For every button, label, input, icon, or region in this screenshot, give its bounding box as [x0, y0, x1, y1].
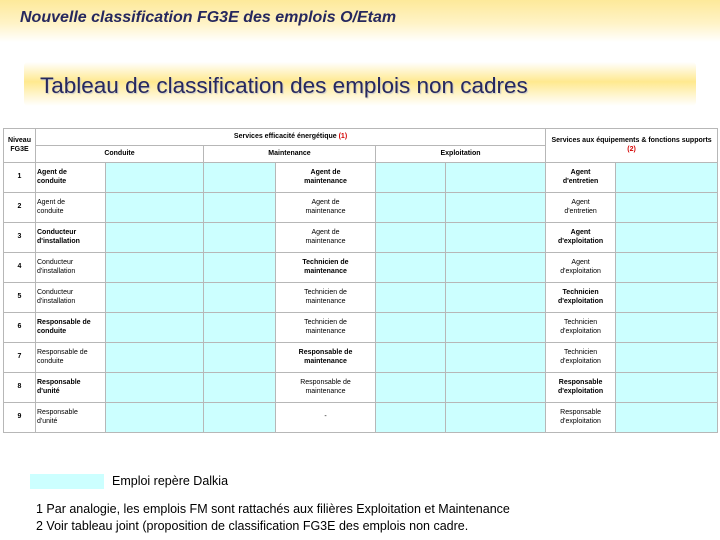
cell-line: Responsable [560, 409, 602, 417]
exploitation-highlight-left-cell [446, 193, 546, 223]
maintenance-highlight-right-cell [376, 193, 446, 223]
cell-line: maintenance [305, 387, 346, 395]
conduite-cell [36, 193, 106, 223]
conduite-highlight-cell [106, 223, 204, 253]
maintenance-highlight-left-cell [204, 193, 276, 223]
table-row [4, 373, 718, 403]
level-cell: 9 [4, 403, 36, 433]
maintenance-highlight-right-cell [376, 403, 446, 433]
conduite-highlight-cell [106, 193, 204, 223]
footnote-2: 2 Voir tableau joint (proposition de classification FG3E des emplois non cadre. [36, 519, 469, 533]
conduite-highlight-cell [106, 313, 204, 343]
maintenance-highlight-left-cell [204, 343, 276, 373]
conduite-cell [36, 403, 106, 433]
maintenance-highlight-left-cell [204, 313, 276, 343]
maintenance-highlight-left-cell [204, 253, 276, 283]
maintenance-cell [276, 313, 376, 343]
maintenance-cell [276, 373, 376, 403]
conduite-highlight-cell [106, 163, 204, 193]
legend-swatch [30, 474, 104, 489]
maintenance-highlight-right-cell [376, 283, 446, 313]
exploitation-header: Exploitation [376, 146, 546, 163]
cell-line: Responsable de [37, 319, 91, 327]
conduite-cell [36, 163, 106, 193]
exploitation-cell [546, 193, 616, 223]
cell-line: Technicien de [302, 259, 349, 267]
cell-line: d'exploitation [557, 387, 604, 395]
table-row [4, 403, 718, 433]
cell-line: maintenance [305, 327, 346, 335]
exploitation-highlight-right-cell [616, 223, 718, 253]
exploitation-highlight-right-cell [616, 373, 718, 403]
conduite-highlight-cell [106, 343, 204, 373]
cell-line: d'exploitation [560, 417, 601, 425]
table-row [4, 193, 718, 223]
cell-line: Conducteur [37, 229, 77, 237]
maintenance-highlight-right-cell [376, 373, 446, 403]
exploitation-cell [546, 253, 616, 283]
exploitation-highlight-left-cell [446, 373, 546, 403]
maintenance-highlight-right-cell [376, 163, 446, 193]
cell-line: Conducteur [37, 289, 74, 297]
conduite-highlight-cell [106, 373, 204, 403]
cell-line: Technicien [562, 289, 599, 297]
cell-line: d'unité [37, 417, 58, 425]
exploitation-highlight-left-cell [446, 313, 546, 343]
classification-table [3, 128, 718, 433]
level-cell: 5 [4, 283, 36, 313]
conduite-highlight-cell [106, 283, 204, 313]
niveau-header: Niveau FG3E [4, 129, 36, 163]
maintenance-highlight-right-cell [376, 223, 446, 253]
level-cell: 8 [4, 373, 36, 403]
table-row [4, 253, 718, 283]
cell-line: maintenance [304, 357, 347, 365]
exploitation-highlight-right-cell [616, 193, 718, 223]
cell-line: maintenance [305, 207, 346, 215]
cell-line: Agent [570, 229, 591, 237]
level-cell: 1 [4, 163, 36, 193]
cell-line: Agent de [37, 199, 66, 207]
exploitation-highlight-left-cell [446, 253, 546, 283]
cell-line: Agent de [311, 229, 340, 237]
cell-line: maintenance [305, 297, 346, 305]
cell-line: Agent [571, 199, 590, 207]
maintenance-cell [276, 193, 376, 223]
cell-line: d'installation [37, 237, 80, 245]
table-row [4, 223, 718, 253]
cell-line: maintenance [304, 267, 347, 275]
exploitation-highlight-left-cell [446, 163, 546, 193]
level-cell: 3 [4, 223, 36, 253]
cell-line: d'entretien [562, 177, 599, 185]
exploitation-cell [546, 283, 616, 313]
level-cell: 2 [4, 193, 36, 223]
exploitation-cell [546, 343, 616, 373]
conduite-header: Conduite [36, 146, 204, 163]
cell-line: Agent [570, 169, 591, 177]
table-row [4, 283, 718, 313]
exploitation-highlight-left-cell [446, 403, 546, 433]
conduite-cell [36, 253, 106, 283]
exploitation-highlight-right-cell [616, 313, 718, 343]
maintenance-cell [276, 403, 376, 433]
cell-line: Technicien [564, 349, 598, 357]
cell-line: Agent de [37, 169, 67, 177]
conduite-highlight-cell [106, 253, 204, 283]
exploitation-highlight-right-cell [616, 283, 718, 313]
cell-line: Responsable [37, 379, 81, 387]
exploitation-highlight-left-cell [446, 343, 546, 373]
maintenance-highlight-left-cell [204, 403, 276, 433]
exploitation-cell [546, 223, 616, 253]
maintenance-highlight-right-cell [376, 313, 446, 343]
header-row-groups [4, 129, 718, 146]
cell-line: conduite [37, 177, 67, 185]
cell-line: Responsable [37, 409, 78, 417]
level-cell: 4 [4, 253, 36, 283]
exploitation-highlight-right-cell [616, 253, 718, 283]
cell-line: d'exploitation [560, 327, 601, 335]
exploitation-highlight-left-cell [446, 223, 546, 253]
cell-line: Technicien de [304, 289, 347, 297]
cell-line: Conducteur [37, 259, 74, 267]
exploitation-cell [546, 403, 616, 433]
main-title: Tableau de classification des emplois non cadres [40, 73, 528, 98]
cell-line: conduite [37, 357, 64, 365]
maintenance-highlight-left-cell [204, 373, 276, 403]
conduite-cell [36, 343, 106, 373]
exploitation-cell [546, 313, 616, 343]
conduite-highlight-cell [106, 403, 204, 433]
exploitation-highlight-right-cell [616, 163, 718, 193]
conduite-cell [36, 223, 106, 253]
cell-line: d'exploitation [557, 237, 604, 245]
exploitation-cell [546, 373, 616, 403]
cell-line: Technicien [564, 319, 598, 327]
exploitation-highlight-left-cell [446, 283, 546, 313]
maintenance-cell [276, 223, 376, 253]
cell-line: conduite [37, 207, 64, 215]
services-group-header: Services efficacité énergétique (1) [36, 129, 546, 146]
conduite-cell [36, 313, 106, 343]
cell-line: d'exploitation [560, 357, 601, 365]
cell-line: maintenance [305, 237, 346, 245]
cell-line: maintenance [304, 177, 347, 185]
maintenance-highlight-right-cell [376, 253, 446, 283]
conduite-cell [36, 373, 106, 403]
page-header-title: Nouvelle classification FG3E des emplois O/Etam [20, 9, 397, 26]
maintenance-highlight-left-cell [204, 223, 276, 253]
footnote-1: 1 Par analogie, les emplois FM sont rattachés aux filières Exploitation et Maintenance [36, 502, 510, 516]
cell-line: Responsable de [298, 349, 353, 357]
cell-line: d'exploitation [560, 267, 601, 275]
legend-label: Emploi repère Dalkia [112, 474, 229, 488]
table-row [4, 313, 718, 343]
maintenance-cell [276, 163, 376, 193]
equip-group-header: Services aux équipements & fonctions supports (2) [546, 129, 718, 163]
exploitation-cell [546, 163, 616, 193]
cell-line: Technicien de [304, 319, 347, 327]
cell-line: Responsable [558, 379, 603, 387]
cell-line: d'exploitation [557, 297, 604, 305]
maintenance-highlight-left-cell [204, 283, 276, 313]
maintenance-highlight-left-cell [204, 163, 276, 193]
cell-line: Agent de [310, 169, 341, 177]
level-cell: 7 [4, 343, 36, 373]
cell-line: - [324, 413, 327, 421]
table-row [4, 343, 718, 373]
maintenance-header: Maintenance [204, 146, 376, 163]
cell-line: d'entretien [564, 207, 597, 215]
maintenance-cell [276, 343, 376, 373]
conduite-cell [36, 283, 106, 313]
maintenance-highlight-right-cell [376, 343, 446, 373]
maintenance-cell [276, 283, 376, 313]
cell-line: Agent [571, 259, 590, 267]
table-row [4, 163, 718, 193]
table-body [4, 129, 718, 433]
cell-line: d'installation [37, 267, 76, 275]
maintenance-cell [276, 253, 376, 283]
exploitation-highlight-right-cell [616, 403, 718, 433]
cell-line: Agent de [311, 199, 340, 207]
cell-line: Responsable de [300, 379, 351, 387]
cell-line: d'installation [37, 297, 76, 305]
cell-line: conduite [37, 327, 67, 335]
level-cell: 6 [4, 313, 36, 343]
cell-line: Responsable de [37, 349, 88, 357]
cell-line: d'unité [37, 387, 60, 395]
exploitation-highlight-right-cell [616, 343, 718, 373]
